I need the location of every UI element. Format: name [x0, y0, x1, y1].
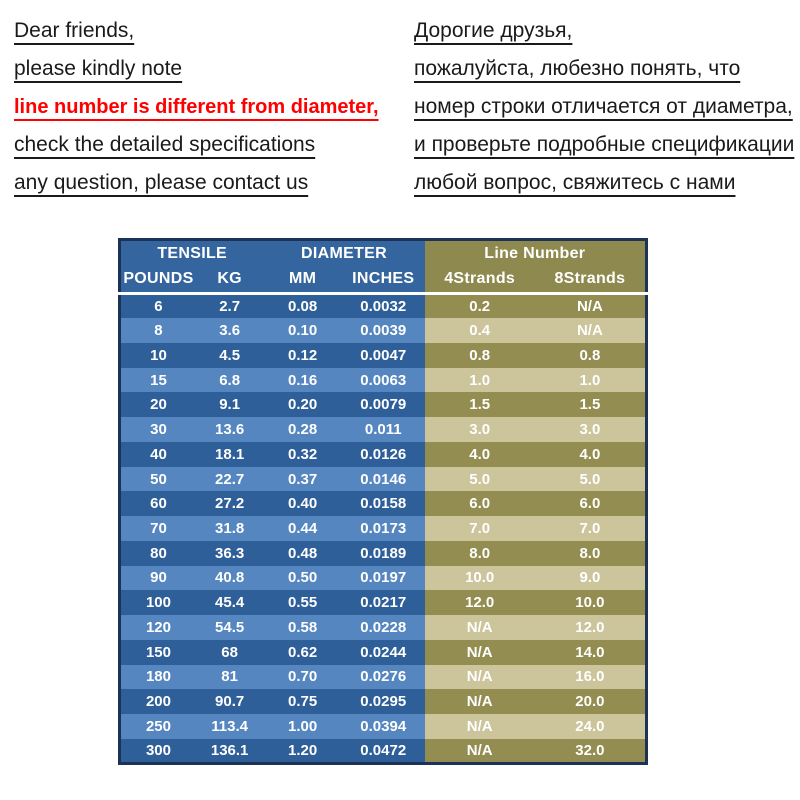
- table-cell: 0.0158: [342, 491, 425, 516]
- table-cell: 3.0: [425, 417, 535, 442]
- table-cell: 0.10: [263, 318, 342, 343]
- table-cell: 150: [120, 640, 196, 665]
- table-row: [120, 368, 647, 393]
- table-cell: 0.0197: [342, 566, 425, 591]
- table-cell: 0.2: [425, 294, 535, 319]
- table-cell: 45.4: [196, 590, 263, 615]
- table-cell: 8.0: [425, 541, 535, 566]
- table-cell: 40: [120, 442, 196, 467]
- group-header-row: [120, 240, 647, 267]
- table-cell: 0.0173: [342, 516, 425, 541]
- table-cell: 0.0472: [342, 739, 425, 764]
- col-header-4strands: 4Strands: [425, 267, 535, 294]
- table-cell: 0.44: [263, 516, 342, 541]
- note-line-ru-3: номер строки отличается от диаметра,: [414, 95, 793, 118]
- table-cell: 0.0189: [342, 541, 425, 566]
- table-cell: 4.5: [196, 343, 263, 368]
- table-cell: 0.28: [263, 417, 342, 442]
- table-cell: 0.70: [263, 665, 342, 690]
- table-cell: 0.50: [263, 566, 342, 591]
- table-cell: 0.0394: [342, 714, 425, 739]
- table-cell: 0.0276: [342, 665, 425, 690]
- table-cell: N/A: [535, 318, 647, 343]
- table-cell: 0.32: [263, 442, 342, 467]
- table-cell: 0.16: [263, 368, 342, 393]
- table-row: [120, 442, 647, 467]
- table-cell: N/A: [425, 714, 535, 739]
- table-row: [120, 491, 647, 516]
- spec-table-body: [120, 294, 647, 764]
- table-cell: 20.0: [535, 689, 647, 714]
- table-cell: 31.8: [196, 516, 263, 541]
- table-cell: 80: [120, 541, 196, 566]
- table-cell: 90: [120, 566, 196, 591]
- table-cell: 0.8: [425, 343, 535, 368]
- note-line-ru-5: любой вопрос, свяжитесь с нами: [414, 171, 736, 194]
- table-cell: 100: [120, 590, 196, 615]
- table-cell: 0.55: [263, 590, 342, 615]
- note-line-en-5: any question, please contact us: [14, 171, 309, 194]
- table-row: [120, 665, 647, 690]
- table-cell: 2.7: [196, 294, 263, 319]
- col-header-mm: MM: [263, 267, 342, 294]
- table-cell: 200: [120, 689, 196, 714]
- table-cell: 6: [120, 294, 196, 319]
- col-header-kg: KG: [196, 267, 263, 294]
- table-cell: 9.0: [535, 566, 647, 591]
- table-row: [120, 689, 647, 714]
- table-cell: N/A: [425, 665, 535, 690]
- table-cell: 0.0228: [342, 615, 425, 640]
- table-row: [120, 318, 647, 343]
- table-cell: 0.4: [425, 318, 535, 343]
- table-row: [120, 516, 647, 541]
- table-row: [120, 541, 647, 566]
- table-cell: 16.0: [535, 665, 647, 690]
- table-cell: 113.4: [196, 714, 263, 739]
- table-cell: N/A: [425, 640, 535, 665]
- table-cell: 20: [120, 392, 196, 417]
- column-header-row: [120, 267, 647, 294]
- table-cell: 0.0063: [342, 368, 425, 393]
- table-cell: 27.2: [196, 491, 263, 516]
- note-line-en-1: Dear friends,: [14, 19, 135, 42]
- table-cell: 3.6: [196, 318, 263, 343]
- table-cell: 4.0: [535, 442, 647, 467]
- note-line-en-2: please kindly note: [14, 57, 183, 80]
- table-cell: 81: [196, 665, 263, 690]
- table-cell: 54.5: [196, 615, 263, 640]
- table-cell: 1.5: [425, 392, 535, 417]
- table-cell: 0.40: [263, 491, 342, 516]
- table-cell: 0.0146: [342, 467, 425, 492]
- note-line-ru-1: Дорогие друзья,: [414, 19, 573, 42]
- note-line-ru-2: пожалуйста, любезно понять, что: [414, 57, 741, 80]
- table-cell: 7.0: [425, 516, 535, 541]
- notes-english: [14, 20, 379, 210]
- table-cell: 6.8: [196, 368, 263, 393]
- table-cell: 10.0: [425, 566, 535, 591]
- table-cell: 0.48: [263, 541, 342, 566]
- table-cell: 12.0: [535, 615, 647, 640]
- table-cell: 0.0032: [342, 294, 425, 319]
- table-cell: 0.0295: [342, 689, 425, 714]
- table-cell: 4.0: [425, 442, 535, 467]
- table-cell: 1.0: [425, 368, 535, 393]
- table-cell: 32.0: [535, 739, 647, 764]
- table-cell: 0.20: [263, 392, 342, 417]
- table-cell: 5.0: [425, 467, 535, 492]
- table-cell: 180: [120, 665, 196, 690]
- table-cell: 12.0: [425, 590, 535, 615]
- table-cell: 300: [120, 739, 196, 764]
- spec-table: [118, 238, 648, 765]
- table-cell: 13.6: [196, 417, 263, 442]
- table-row: [120, 467, 647, 492]
- table-cell: 8: [120, 318, 196, 343]
- table-cell: 6.0: [425, 491, 535, 516]
- table-cell: 0.08: [263, 294, 342, 319]
- table-cell: 0.0244: [342, 640, 425, 665]
- table-cell: 0.0039: [342, 318, 425, 343]
- table-cell: N/A: [425, 615, 535, 640]
- note-line-en-4: check the detailed specifications: [14, 133, 316, 156]
- table-cell: 8.0: [535, 541, 647, 566]
- table-cell: 136.1: [196, 739, 263, 764]
- table-cell: 0.0047: [342, 343, 425, 368]
- table-cell: 9.1: [196, 392, 263, 417]
- notes-russian: [414, 20, 794, 210]
- table-cell: 22.7: [196, 467, 263, 492]
- table-cell: 0.011: [342, 417, 425, 442]
- col-header-inches: INCHES: [342, 267, 425, 294]
- header-line-number: Line Number: [425, 240, 647, 267]
- table-cell: 10.0: [535, 590, 647, 615]
- table-cell: 6.0: [535, 491, 647, 516]
- note-line-en-highlight: line number is different from diameter,: [14, 96, 379, 118]
- table-cell: 0.12: [263, 343, 342, 368]
- table-cell: 5.0: [535, 467, 647, 492]
- table-row: [120, 714, 647, 739]
- table-cell: 18.1: [196, 442, 263, 467]
- table-cell: 1.00: [263, 714, 342, 739]
- table-cell: 24.0: [535, 714, 647, 739]
- table-cell: N/A: [425, 739, 535, 764]
- table-cell: 70: [120, 516, 196, 541]
- table-row: [120, 640, 647, 665]
- table-cell: 60: [120, 491, 196, 516]
- header-tensile: TENSILE: [120, 240, 264, 267]
- table-row: [120, 566, 647, 591]
- table-row: [120, 739, 647, 764]
- col-header-8strands: 8Strands: [535, 267, 647, 294]
- table-cell: 0.0126: [342, 442, 425, 467]
- table-row: [120, 615, 647, 640]
- table-cell: 0.58: [263, 615, 342, 640]
- table-row: [120, 343, 647, 368]
- table-row: [120, 590, 647, 615]
- table-cell: 0.0217: [342, 590, 425, 615]
- table-cell: 0.0079: [342, 392, 425, 417]
- table-row: [120, 392, 647, 417]
- table-cell: 1.20: [263, 739, 342, 764]
- table-cell: 30: [120, 417, 196, 442]
- table-cell: 68: [196, 640, 263, 665]
- table-cell: 15: [120, 368, 196, 393]
- table-cell: 0.75: [263, 689, 342, 714]
- table-cell: 120: [120, 615, 196, 640]
- table-row: [120, 294, 647, 319]
- table-cell: 90.7: [196, 689, 263, 714]
- table-cell: 1.0: [535, 368, 647, 393]
- header-diameter: DIAMETER: [263, 240, 424, 267]
- table-cell: 3.0: [535, 417, 647, 442]
- table-cell: 40.8: [196, 566, 263, 591]
- table-cell: 36.3: [196, 541, 263, 566]
- table-cell: 14.0: [535, 640, 647, 665]
- table-cell: 7.0: [535, 516, 647, 541]
- table-cell: N/A: [425, 689, 535, 714]
- table-cell: 0.62: [263, 640, 342, 665]
- table-cell: 50: [120, 467, 196, 492]
- table-cell: 250: [120, 714, 196, 739]
- table-cell: 0.8: [535, 343, 647, 368]
- table-row: [120, 417, 647, 442]
- table-cell: N/A: [535, 294, 647, 319]
- col-header-pounds: POUNDS: [120, 267, 196, 294]
- table-cell: 0.37: [263, 467, 342, 492]
- table-cell: 1.5: [535, 392, 647, 417]
- note-line-ru-4: и проверьте подробные спецификации: [414, 133, 795, 156]
- table-cell: 10: [120, 343, 196, 368]
